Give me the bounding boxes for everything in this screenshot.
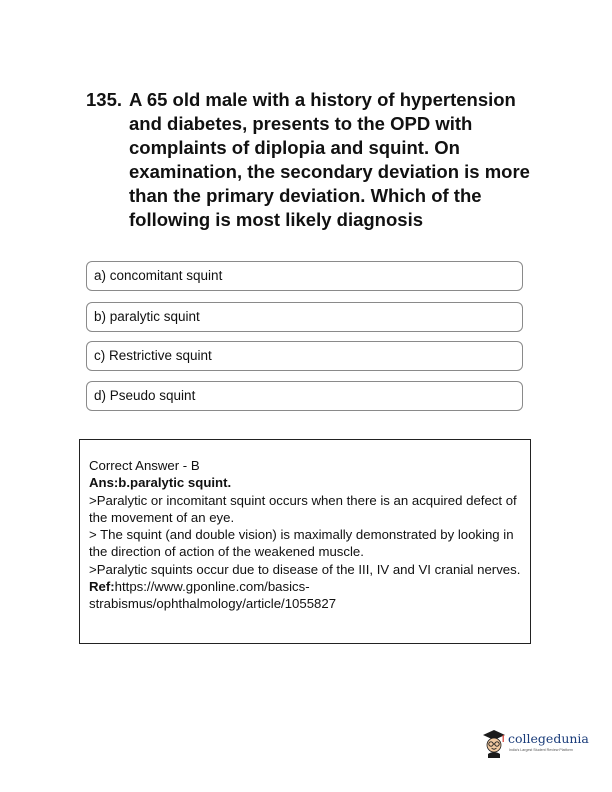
logo-tagline: India's Largest Student Review Platform (509, 748, 573, 752)
reference-label: Ref: (89, 579, 115, 595)
option-d[interactable]: d) Pseudo squint (86, 381, 523, 411)
logo-wordmark: collegedunia (508, 731, 589, 746)
question (86, 88, 536, 232)
explanation-line-3: >Paralytic squints occur due to disease of the III, IV and VI cranial nerves. (89, 561, 521, 577)
option-a[interactable]: a) concomitant squint (86, 261, 523, 291)
answer-heading: Ans:b.paralytic squint. (89, 475, 232, 491)
correct-answer-line: Correct Answer - B (89, 458, 200, 473)
reference (89, 578, 521, 613)
explanation-line-1: >Paralytic or incomitant squint occurs when there is an acquired defect of the movement of an eye. (89, 492, 517, 525)
reference-url: https://www.gponline.com/basics-strabismus/ophthalmology/article/1055827 (89, 579, 337, 612)
graduate-mascot-icon (482, 728, 506, 758)
option-c[interactable]: c) Restrictive squint (86, 341, 523, 371)
question-number: 135. (86, 89, 123, 110)
question-text: A 65 old male with a history of hypertension and diabetes, presents to the OPD with complaints of diplopia and squint. On examination, the secondary deviation is more than the primary deviation. Which of the following is most likely diagnosis (129, 89, 530, 230)
answer-explanation-box (79, 439, 531, 644)
option-b[interactable]: b) paralytic squint (86, 302, 523, 332)
explanation-line-2: > The squint (and double vision) is maximally demonstrated by looking in the direction of action of the weakened muscle. (89, 527, 514, 560)
collegedunia-logo (482, 728, 594, 762)
